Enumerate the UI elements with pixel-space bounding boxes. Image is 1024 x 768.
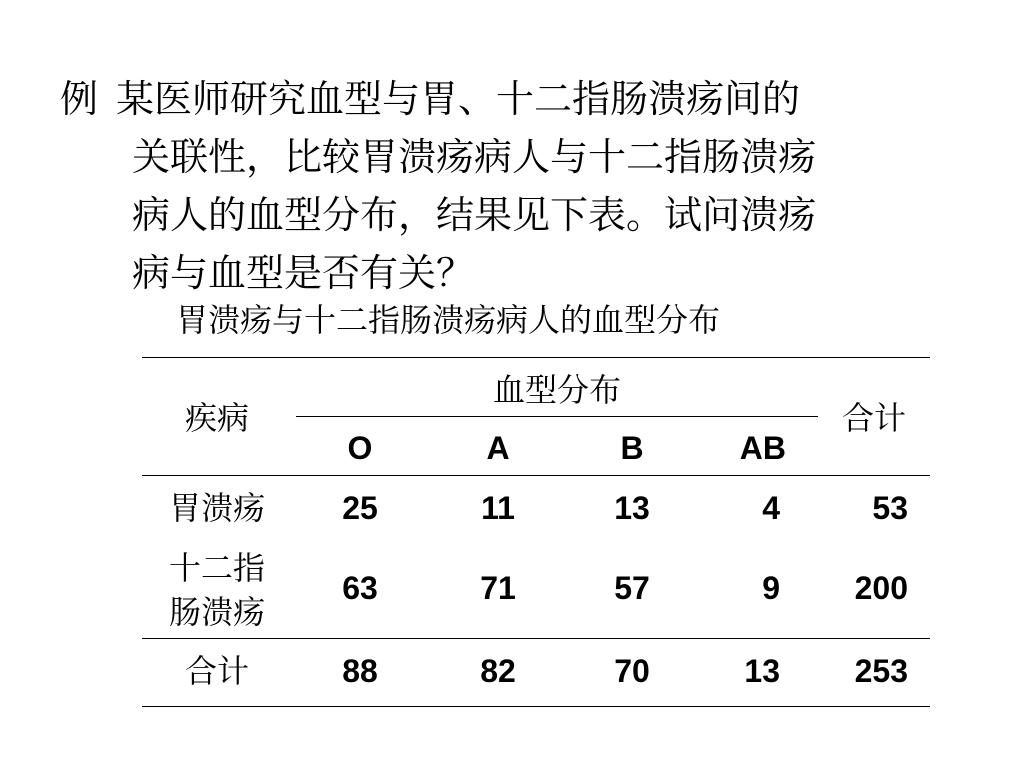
table-cell: 253 [854,653,908,689]
table-cell: 4 [762,490,780,526]
row-disease-duodenal-line-1: 十二指 [168,549,265,587]
table-cell: 25 [342,490,378,526]
table-cell: 57 [614,570,650,606]
table-cell: 13 [744,653,780,689]
table-cell: 200 [854,570,908,606]
row-disease-duodenal [142,546,292,634]
header-disease: 疾病 [184,399,249,437]
table-cell: 70 [614,653,650,689]
header-group-ab: AB [739,430,786,466]
table-bottom-rule [142,706,930,707]
table-cell: 11 [481,490,515,526]
header-total: 合计 [841,399,906,437]
table-cell: 63 [342,570,378,606]
problem-line-1 [60,70,960,128]
problem-line-2: 关联性，比较胃溃疡病人与十二指肠溃疡 [132,135,817,179]
row-disease-duodenal-line-2: 肠溃疡 [168,593,265,631]
example-label: 例 [60,77,99,121]
header-blood-group: 血型分布 [492,371,621,409]
table-cell: 13 [614,490,650,526]
header-group-b: B [620,430,644,466]
table-cell: 53 [872,490,908,526]
problem-text: 某医师研究血型与胃、十二指肠溃疡间的 [116,77,801,121]
table-cell: 71 [480,570,516,606]
total-row-rule [142,638,930,639]
problem-line-3: 病人的血型分布，结果见下表。试问溃疡 [132,193,817,237]
header-group-a: A [486,430,510,466]
table-title: 胃溃疡与十二指肠溃疡病人的血型分布 [176,301,721,339]
table-cell: 88 [342,653,378,689]
row-disease-total: 合计 [184,652,249,690]
table-top-rule [142,357,930,358]
problem-statement [60,70,960,302]
header-group-o: O [347,430,373,466]
table-cell: 9 [762,570,780,606]
problem-line-4: 病与血型是否有关？ [132,251,475,295]
header-bottom-rule [142,475,930,476]
table-cell: 82 [480,653,516,689]
header-sub-rule [296,416,818,417]
row-disease-gastric: 胃溃疡 [168,489,265,527]
